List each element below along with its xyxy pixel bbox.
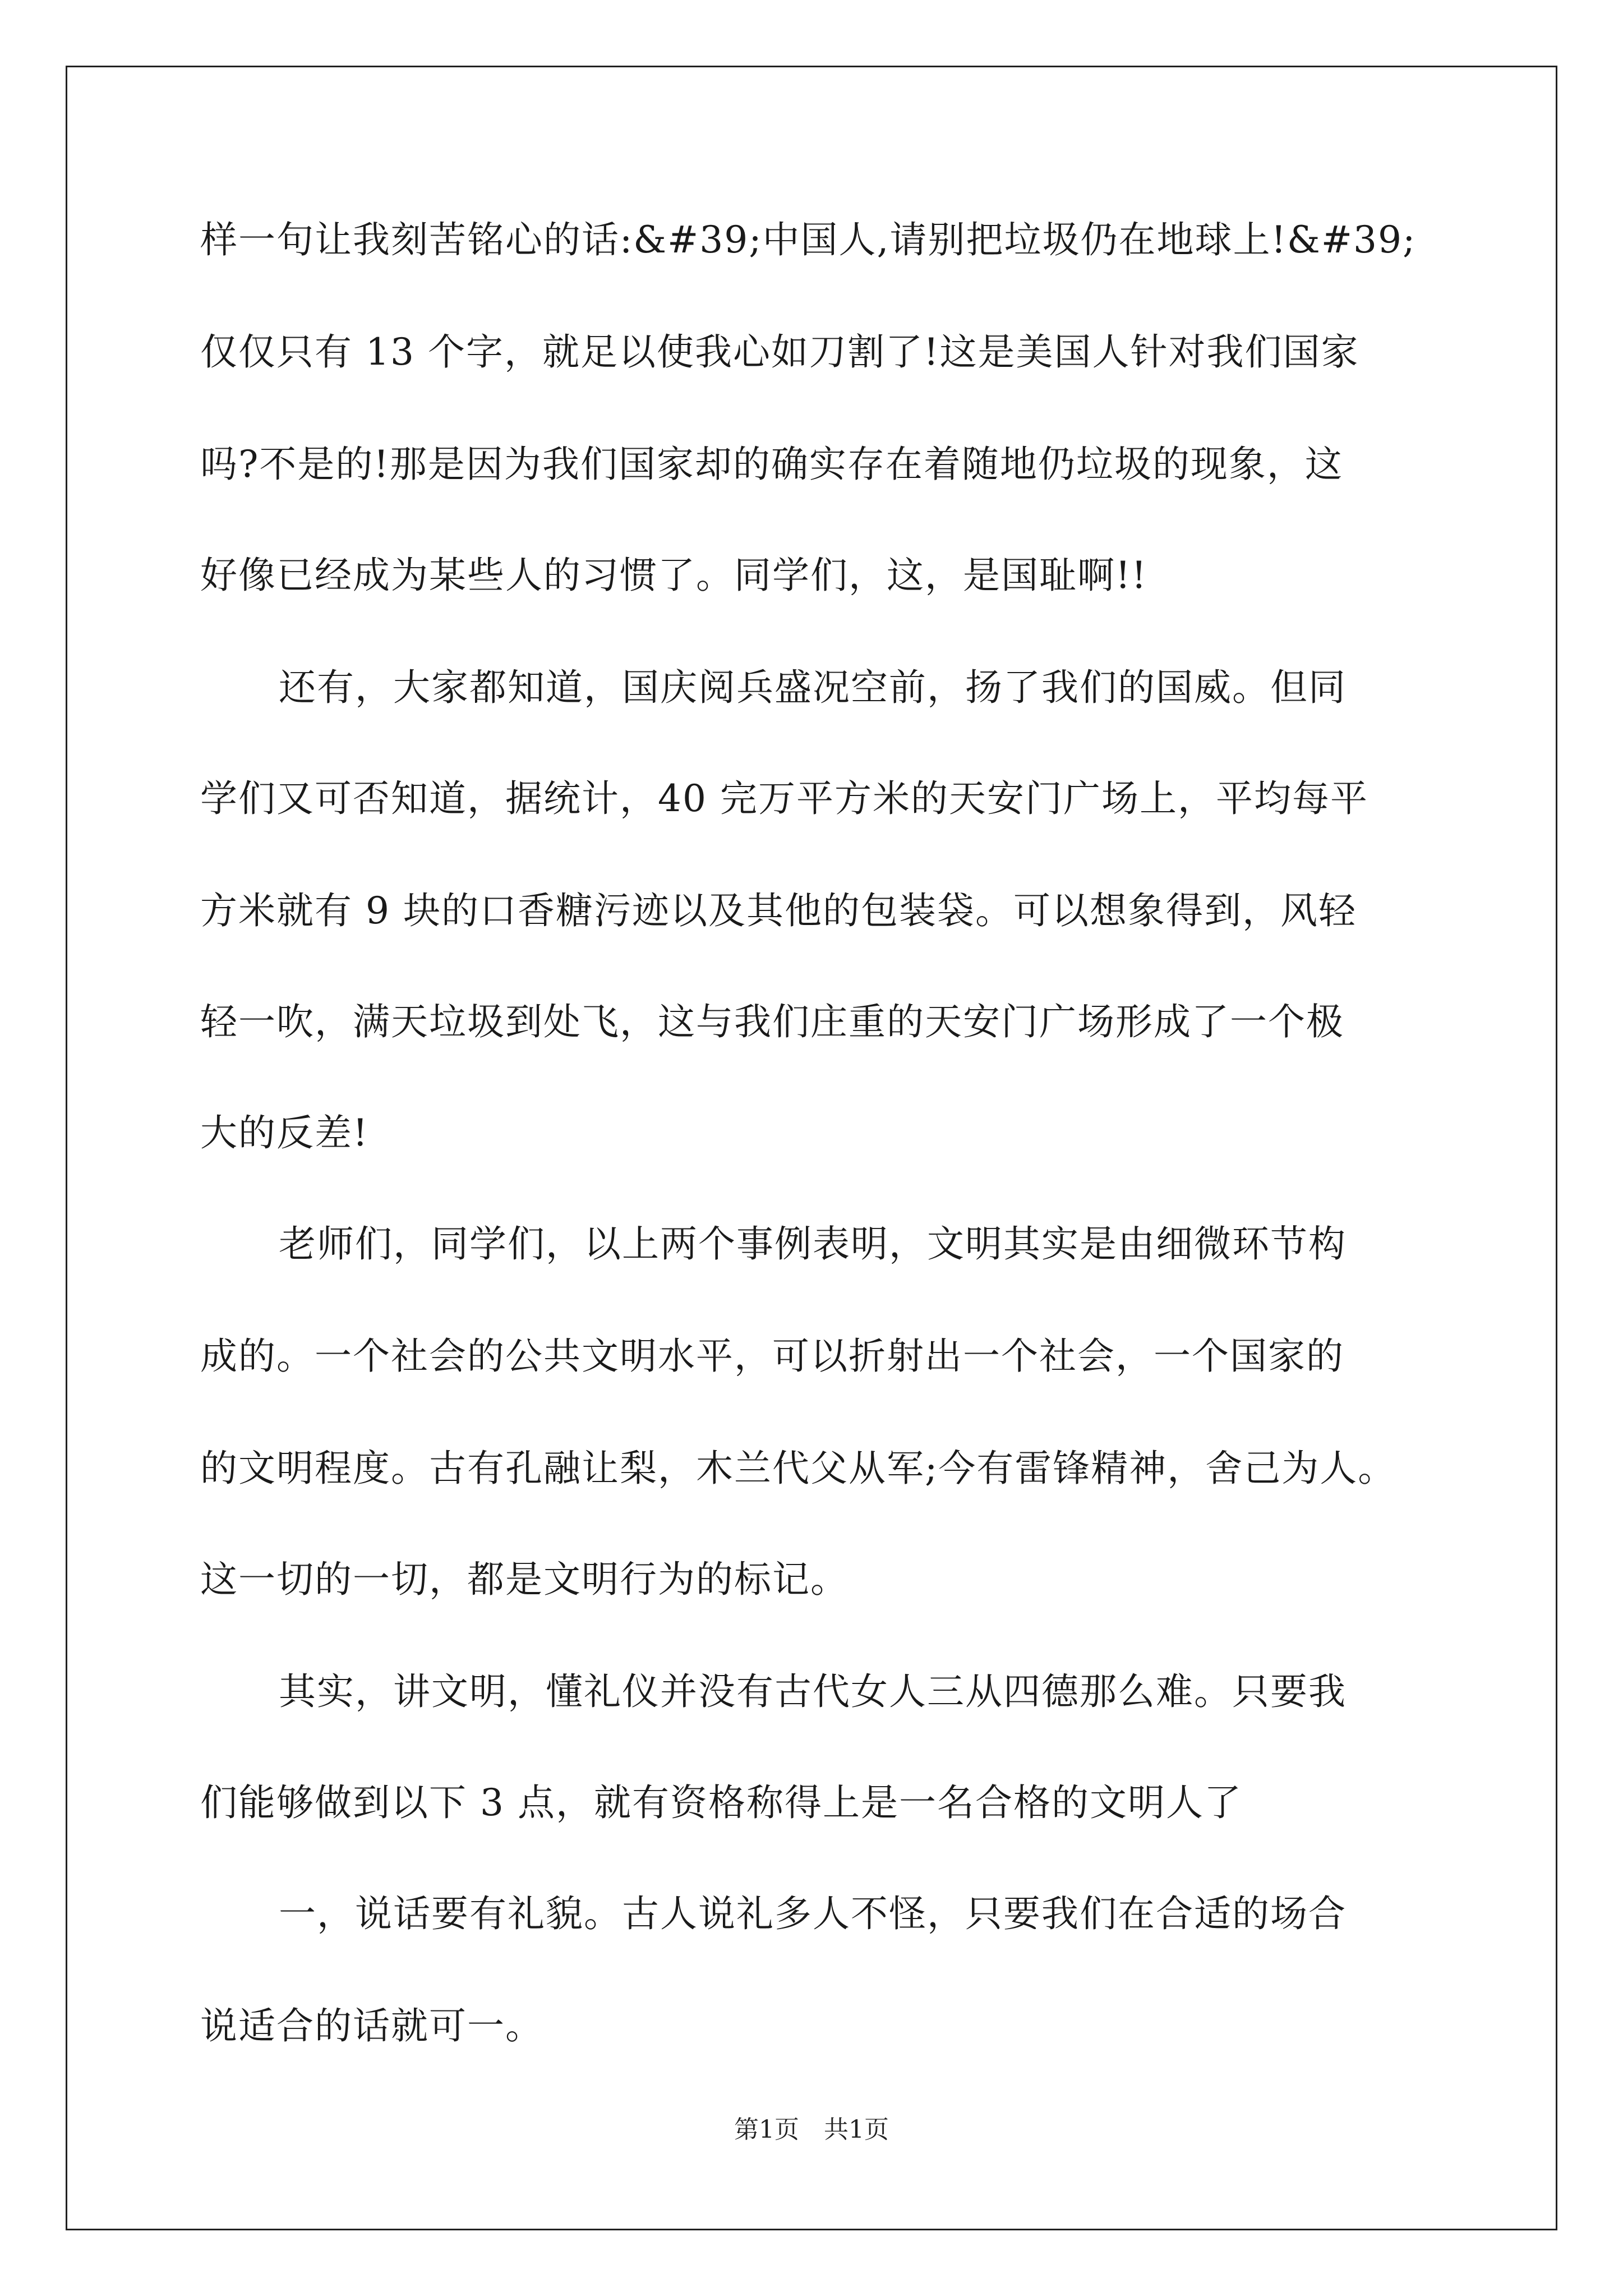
text-line: 方米就有 9 块的口香糖污迹以及其他的包装袋。可以想象得到，风轻 xyxy=(200,889,1357,932)
text-line: 大的反差! xyxy=(200,1111,369,1154)
text-line: 好像已经成为某些人的习惯了。同学们，这，是国耻啊!! xyxy=(200,554,1148,597)
text-line: 轻一吹，满天垃圾到处飞，这与我们庄重的天安门广场形成了一个极 xyxy=(200,1000,1344,1043)
text-line: 这一切的一切，都是文明行为的标记。 xyxy=(200,1558,849,1601)
text-line: 仅仅只有 13 个字，就足以使我心如刀割了!这是美国人针对我们国家 xyxy=(200,330,1359,374)
text-line: 说适合的话就可一。 xyxy=(200,2004,543,2047)
text-line: 成的。一个社会的公共文明水平，可以折射出一个社会，一个国家的 xyxy=(200,1335,1344,1378)
page-number-footer: 第1页 共1页 xyxy=(734,2115,889,2144)
text-line: 的文明程度。古有孔融让梨，木兰代父从军;今有雷锋精神，舍己为人。 xyxy=(200,1447,1396,1490)
text-line: 还有，大家都知道，国庆阅兵盛况空前，扬了我们的国威。但同 xyxy=(279,666,1347,709)
text-line: 样一句让我刻苦铭心的话:&#39;中国人,请别把垃圾仍在地球上!&#39; xyxy=(200,218,1417,261)
text-line: 其实，讲文明，懂礼仪并没有古代女人三从四德那么难。只要我 xyxy=(279,1670,1347,1713)
text-line: 吗?不是的!那是因为我们国家却的确实存在着随地仍垃圾的现象，这 xyxy=(200,443,1343,486)
text-line: 一，说话要有礼貌。古人说礼多人不怪，只要我们在合适的场合 xyxy=(279,1892,1347,1935)
text-line: 们能够做到以下 3 点，就有资格称得上是一名合格的文明人了 xyxy=(200,1781,1242,1824)
text-line: 学们又可否知道，据统计，40 完万平方米的天安门广场上，平均每平 xyxy=(200,777,1368,820)
text-line: 老师们，同学们，以上两个事例表明，文明其实是由细微环节构 xyxy=(279,1222,1347,1266)
